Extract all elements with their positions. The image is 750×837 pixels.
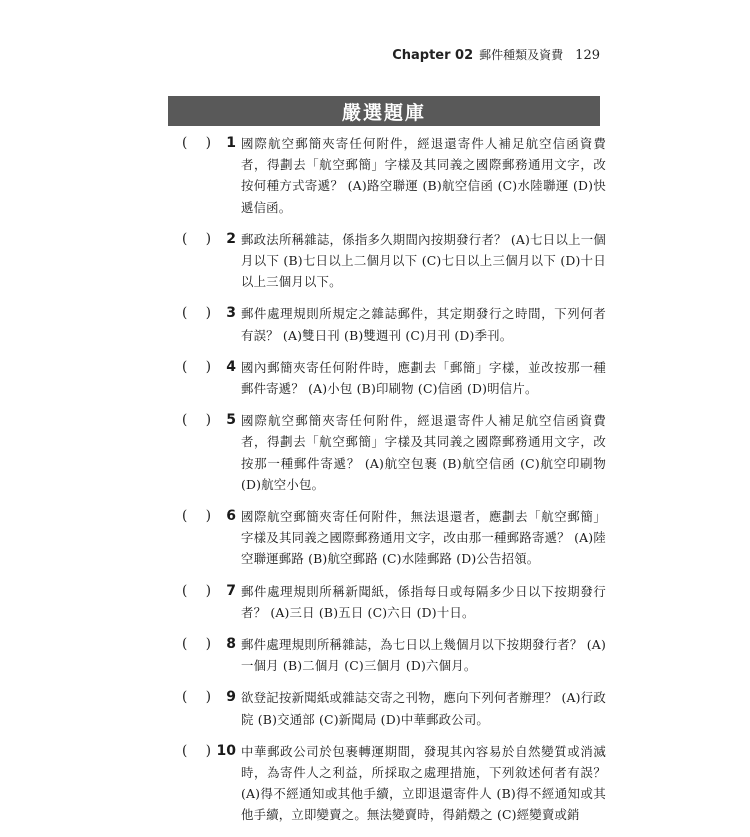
question-number: 9 [226, 689, 236, 706]
answer-blank: ( ) [182, 135, 211, 151]
question-item [182, 303, 606, 345]
question-item [182, 410, 606, 495]
question-item [182, 741, 606, 826]
question-text: 國際航空郵簡夾寄任何附件，無法退還者，應劃去「航空郵簡」字樣及其同義之國際郵務通用文字，改由那一種郵路寄遞？ (A)陸空聯運郵路 (B)航空郵路 (C)水陸郵路 (D)公告招領。 [241, 509, 606, 567]
answer-blank: ( ) [182, 305, 211, 322]
question-item [182, 634, 606, 676]
question-text: 國際航空郵簡夾寄任何附件，經退還寄件人補足航空信函資費者，得劃去「航空郵簡」字樣及其同義之國際郵務通用文字，改按何種方式寄遞？ (A)路空聯運 (B)航空信函 (C)水陸聯運 (D)快遞信函。 [241, 136, 606, 215]
question-number: 5 [226, 412, 236, 429]
chapter-label: Chapter 02 [392, 48, 474, 63]
answer-blank: ( ) [182, 412, 211, 429]
question-text: 國際航空郵簡夾寄任何附件，經退還寄件人補足航空信函資費者，得劃去「航空郵簡」字樣及其同義之國際郵務通用文字，改按那一種郵件寄遞？ (A)航空包裹 (B)航空信函 (C)航空印刷物 (D)航空小包。 [241, 413, 606, 492]
question-item [182, 357, 606, 399]
question-text: 郵件處理規則所規定之雜誌郵件，其定期發行之時間，下列何者有誤？ (A)雙日刊 (B)雙週刊 (C)月刊 (D)季刊。 [241, 306, 606, 343]
question-list [182, 133, 606, 837]
question-text: 中華郵政公司於包裹轉運期間，發現其內容易於自然變質或消滅時，為寄件人之利益，所採取之處理措施，下列敘述何者有誤？ (A)得不經通知或其他手續，立即退還寄件人 (B)得不經通知或其他手續，立即變賣之。無法變賣時，得銷燬之 (C)經變賣或銷 [241, 743, 606, 823]
question-number: 3 [226, 305, 236, 322]
question-item [182, 687, 606, 729]
running-header [392, 46, 600, 63]
question-number: 6 [226, 508, 236, 525]
question-number: 7 [226, 582, 236, 599]
question-number: 8 [226, 636, 236, 653]
answer-blank: ( ) [182, 636, 211, 653]
page-number: 129 [575, 48, 600, 63]
section-title: 郵件種類及資費 [479, 48, 564, 62]
question-text: 郵件處理規則所稱新聞紙，係指每日或每隔多少日以下按期發行者？ (A)三日 (B)五日 (C)六日 (D)十日。 [241, 583, 606, 620]
question-number: 2 [226, 230, 236, 247]
question-item [182, 506, 606, 570]
question-number: 4 [226, 358, 236, 375]
question-number: 10 [216, 742, 236, 759]
banner-title: 嚴選題庫 [341, 101, 426, 124]
question-text: 郵政法所稱雜誌，係指多久期間內按期發行者？ (A)七日以上一個月以下 (B)七日以上二個月以下 (C)七日以上三個月以下 (D)十日以上三個月以下。 [241, 231, 606, 290]
answer-blank: ( ) [182, 742, 211, 759]
answer-blank: ( ) [182, 358, 211, 375]
answer-blank: ( ) [182, 689, 211, 706]
question-item [182, 581, 606, 623]
question-number: 1 [226, 135, 236, 151]
question-item [182, 229, 606, 293]
question-text: 郵件處理規則所稱雜誌，為七日以上幾個月以下按期發行者？ (A)一個月 (B)二個月 (C)三個月 (D)六個月。 [241, 637, 606, 674]
section-banner [168, 96, 600, 126]
question-item [182, 133, 606, 218]
question-text: 國內郵簡夾寄任何附件時，應劃去「郵簡」字樣，並改按那一種郵件寄遞？ (A)小包 (B)印刷物 (C)信函 (D)明信片。 [241, 359, 606, 397]
question-text: 欲登記按新聞紙或雜誌交寄之刊物，應向下列何者辦理？ (A)行政院 (B)交通部 (C)新聞局 (D)中華郵政公司。 [241, 690, 606, 727]
answer-blank: ( ) [182, 508, 211, 525]
answer-blank: ( ) [182, 582, 211, 599]
answer-blank: ( ) [182, 230, 211, 247]
